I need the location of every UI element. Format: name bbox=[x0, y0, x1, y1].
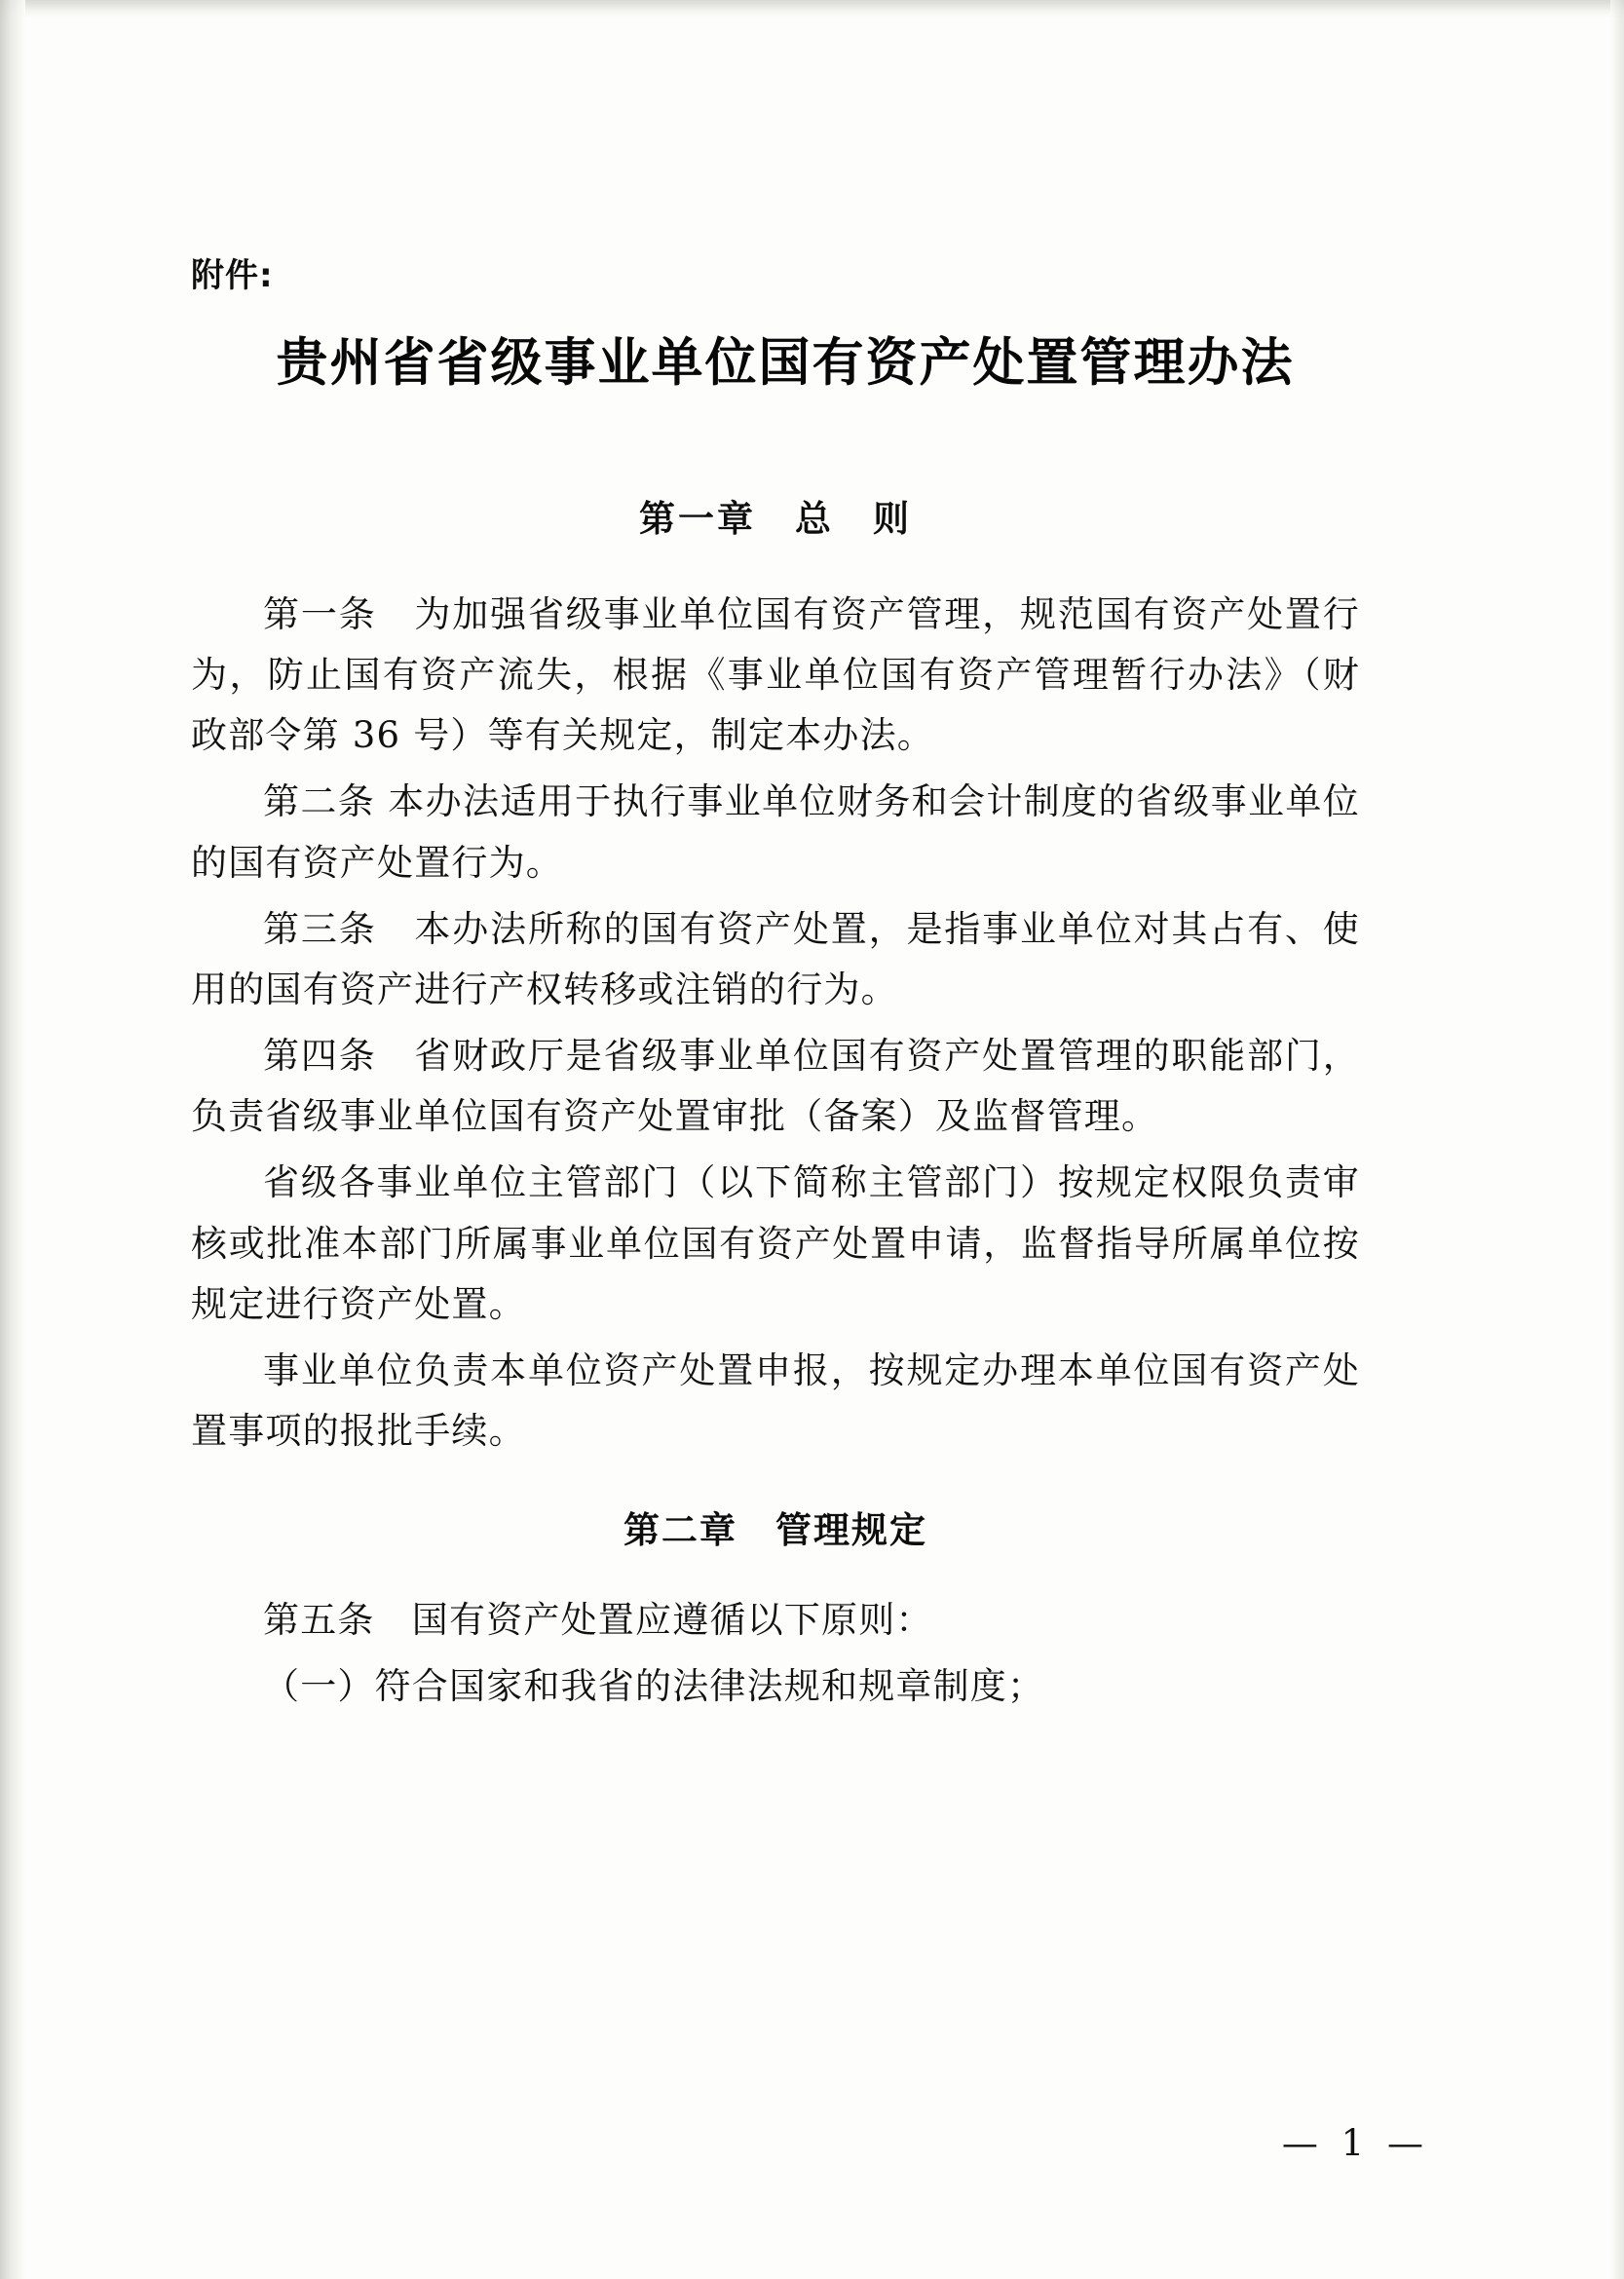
page-number: — 1 — bbox=[1281, 2122, 1429, 2164]
scan-edge-right bbox=[1610, 0, 1624, 2279]
paragraph-units: 事业单位负责本单位资产处置申报，按规定办理本单位国有资产处置事项的报批手续。 bbox=[191, 1348, 1360, 1453]
paragraph-article-2: 第二条 本办法适用于执行事业单位财务和会计制度的省级事业单位的国有资产处置行为。 bbox=[191, 780, 1360, 884]
chapter-heading-1: 第一章 总 则 bbox=[639, 498, 912, 540]
paragraph-article-3: 第三条 本办法所称的国有资产处置，是指事业单位对其占有、使用的国有资产进行产权转移或注销的行为。 bbox=[191, 907, 1360, 1010]
paragraph-article-1: 第一条 为加强省级事业单位国有资产管理，规范国有资产处置行为，防止国有资产流失，根据《事业单位国有资产管理暂行办法》（财政部令第 36 号）等有关规定，制定本办法。 bbox=[191, 593, 1360, 757]
paragraph-departments: 省级各事业单位主管部门（以下简称主管部门）按规定权限负责审核或批准本部门所属事业单位国有资产处置申请，监督指导所属单位按规定进行资产处置。 bbox=[191, 1161, 1360, 1325]
document-body bbox=[191, 248, 1360, 1724]
attachment-label: 附件: bbox=[191, 256, 274, 295]
chapter-heading-2: 第二章 管理规定 bbox=[623, 1509, 927, 1552]
paragraph-article-5: 第五条 国有资产处置应遵循以下原则： bbox=[263, 1599, 933, 1642]
scan-edge-top bbox=[0, 0, 1624, 18]
paragraph-item-1: （一）符合国家和我省的法律法规和规章制度； bbox=[263, 1665, 1045, 1708]
scan-edge-left bbox=[0, 0, 25, 2279]
page-title: 贵州省省级事业单位国有资产处置管理办法 bbox=[276, 333, 1295, 393]
paragraph-article-4: 第四条 省财政厅是省级事业单位国有资产处置管理的职能部门，负责省级事业单位国有资产处置审批（备案）及监督管理。 bbox=[191, 1035, 1360, 1138]
